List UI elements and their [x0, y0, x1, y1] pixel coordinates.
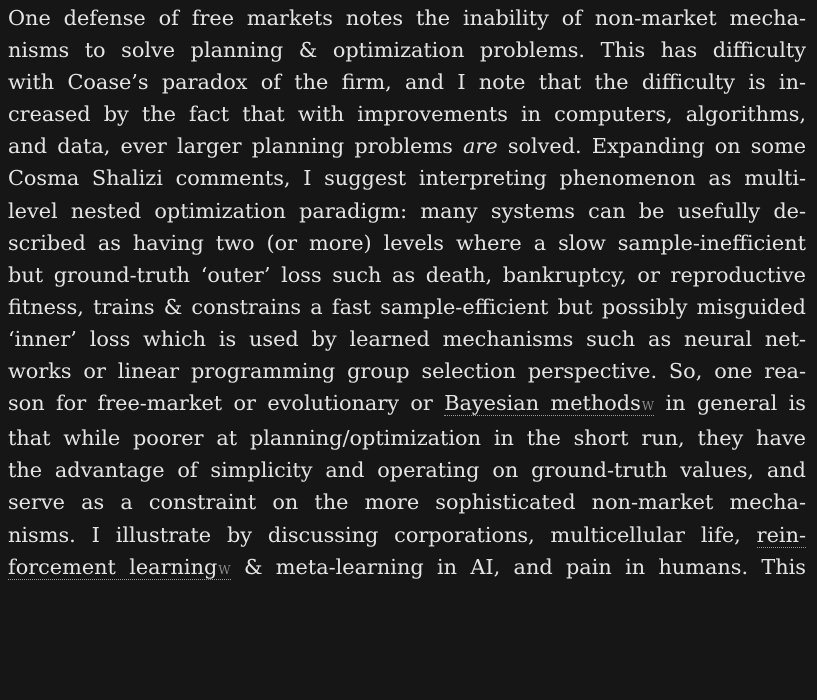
- emphasis-are: are: [463, 134, 498, 159]
- abstract-line: but ground-truth ‘outer’ loss such as death, bankruptcy, or reproductive: [8, 262, 806, 287]
- abstract-text: in general is: [654, 391, 806, 416]
- wikipedia-icon: W: [641, 399, 655, 414]
- reinforcement-learning-link[interactable]: [8, 555, 231, 580]
- abstract-text: solved. Expanding on some: [497, 134, 806, 159]
- abstract-line: [8, 130, 806, 162]
- abstract-text: son for free-market or evolutionary or: [8, 391, 445, 416]
- bayesian-methods-link[interactable]: [444, 391, 654, 416]
- abstract-line: creased by the fact that with improvements in computers, algorithms,: [8, 102, 806, 127]
- abstract-line: [8, 519, 806, 551]
- reinforcement-learning-link-start[interactable]: [757, 523, 806, 548]
- link-text: forcement learning: [8, 554, 218, 579]
- abstract-line: ‘inner’ loss which is used by learned mechanisms such as neural net-: [8, 326, 806, 351]
- abstract-line: One defense of free markets notes the inability of non-market mecha-: [8, 6, 806, 30]
- link-text: rein-: [756, 522, 806, 547]
- abstract-line: [8, 387, 806, 422]
- abstract-line: fitness, trains & constrains a fast sample-efficient but possibly misguided: [8, 294, 806, 319]
- abstract-line: that while poorer at planning/optimization in the short run, they have: [8, 426, 806, 451]
- wikipedia-icon: W: [218, 562, 231, 577]
- abstract-line: Cosma Shalizi comments, I suggest interpreting phenomenon as multi-: [8, 166, 806, 191]
- link-text: Bayesian methods: [444, 391, 641, 416]
- abstract-line: scribed as having two (or more) levels where a slow sample-inefficient: [8, 230, 806, 255]
- article-abstract: [8, 2, 806, 586]
- abstract-line: works or linear programming group selection perspective. So, one rea-: [8, 359, 806, 384]
- abstract-line: [8, 551, 806, 586]
- abstract-line: with Coase’s paradox of the firm, and I note that the difficulty is in-: [8, 70, 806, 95]
- abstract-line: the advantage of simplicity and operating on ground-truth values, and: [8, 458, 806, 483]
- abstract-text: and data, ever larger planning problems: [8, 134, 464, 159]
- abstract-line: level nested optimization paradigm: many systems can be usefully de-: [8, 198, 806, 223]
- abstract-line: nisms to solve planning & optimization problems. This has difficulty: [8, 38, 806, 63]
- abstract-line: serve as a constraint on the more sophisticated non-market mecha-: [8, 490, 806, 515]
- abstract-text: nisms. I illustrate by discussing corporations, multicellular life,: [8, 522, 757, 547]
- abstract-text: & meta-learning in AI, and pain in humans. This: [230, 554, 806, 579]
